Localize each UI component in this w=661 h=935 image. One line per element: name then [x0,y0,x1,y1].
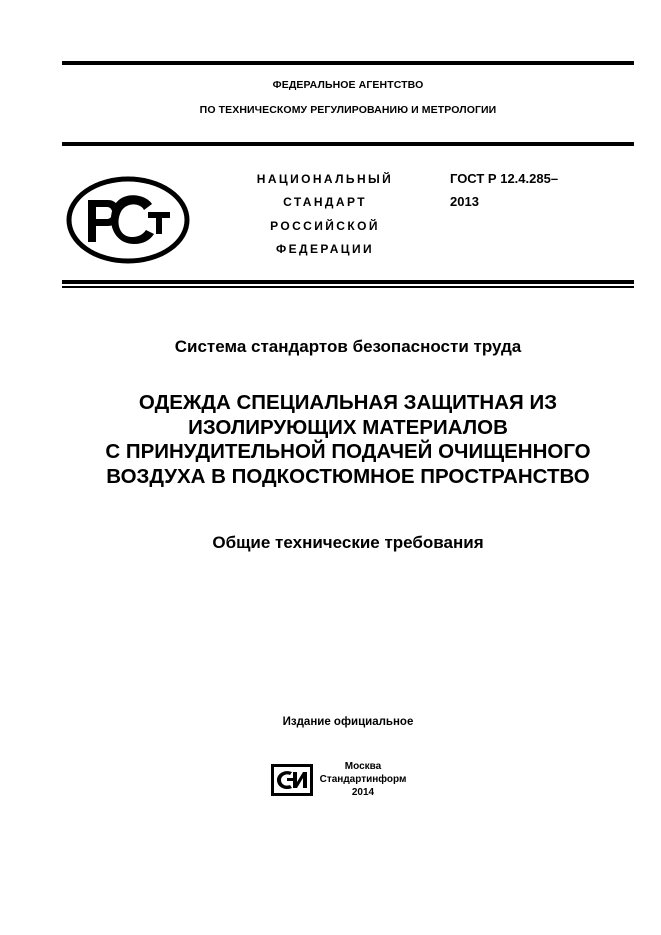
document-title-line-3: С ПРИНУДИТЕЛЬНОЙ ПОДАЧЕЙ ОЧИЩЕННОГО [105,440,591,463]
document-title [62,391,634,489]
rst-logo-icon [66,176,190,264]
top-rule [62,61,634,65]
edition-label: Издание официальное [282,716,414,728]
gost-number-line-1: ГОСТ Р 12.4.285– [450,171,559,186]
publisher-block [318,760,408,799]
agency-line-1: ФЕДЕРАЛЬНОЕ АГЕНТСТВО [272,79,424,91]
national-line-1: НАЦИОНАЛЬНЫЙ [256,172,394,186]
gost-number-line-2: 2013 [450,193,479,209]
national-line-4: ФЕДЕРАЦИИ [275,241,375,256]
header-bottom-rule [62,142,634,146]
national-line-2: СТАНДАРТ [283,195,367,210]
publisher-year: 2014 [351,787,375,798]
document-title-line-1: ОДЕЖДА СПЕЦИАЛЬНАЯ ЗАЩИТНАЯ ИЗ [138,391,558,414]
document-title-line-2: ИЗОЛИРУЮЩИХ МАТЕРИАЛОВ [188,415,508,439]
document-subtitle: Общие технические требования [212,533,484,552]
standard-block-bottom-rule [62,280,634,284]
series-title: Система стандартов безопасности труда [174,337,522,356]
publisher-city: Москва [344,761,382,772]
gost-number [450,168,558,213]
national-line-3: РОССИЙСКОЙ [270,218,380,233]
document-title-line-4: ВОЗДУХА В ПОДКОСТЮМНОЕ ПРОСТРАНСТВО [106,464,590,488]
publisher-name: Стандартинформ [319,774,407,785]
agency-line-2: ПО ТЕХНИЧЕСКОМУ РЕГУЛИРОВАНИЮ И МЕТРОЛОГИИ [199,104,497,116]
standartinform-logo-icon [270,763,314,797]
national-standard-label [245,168,405,261]
standard-block-bottom-thin-rule [62,286,634,288]
